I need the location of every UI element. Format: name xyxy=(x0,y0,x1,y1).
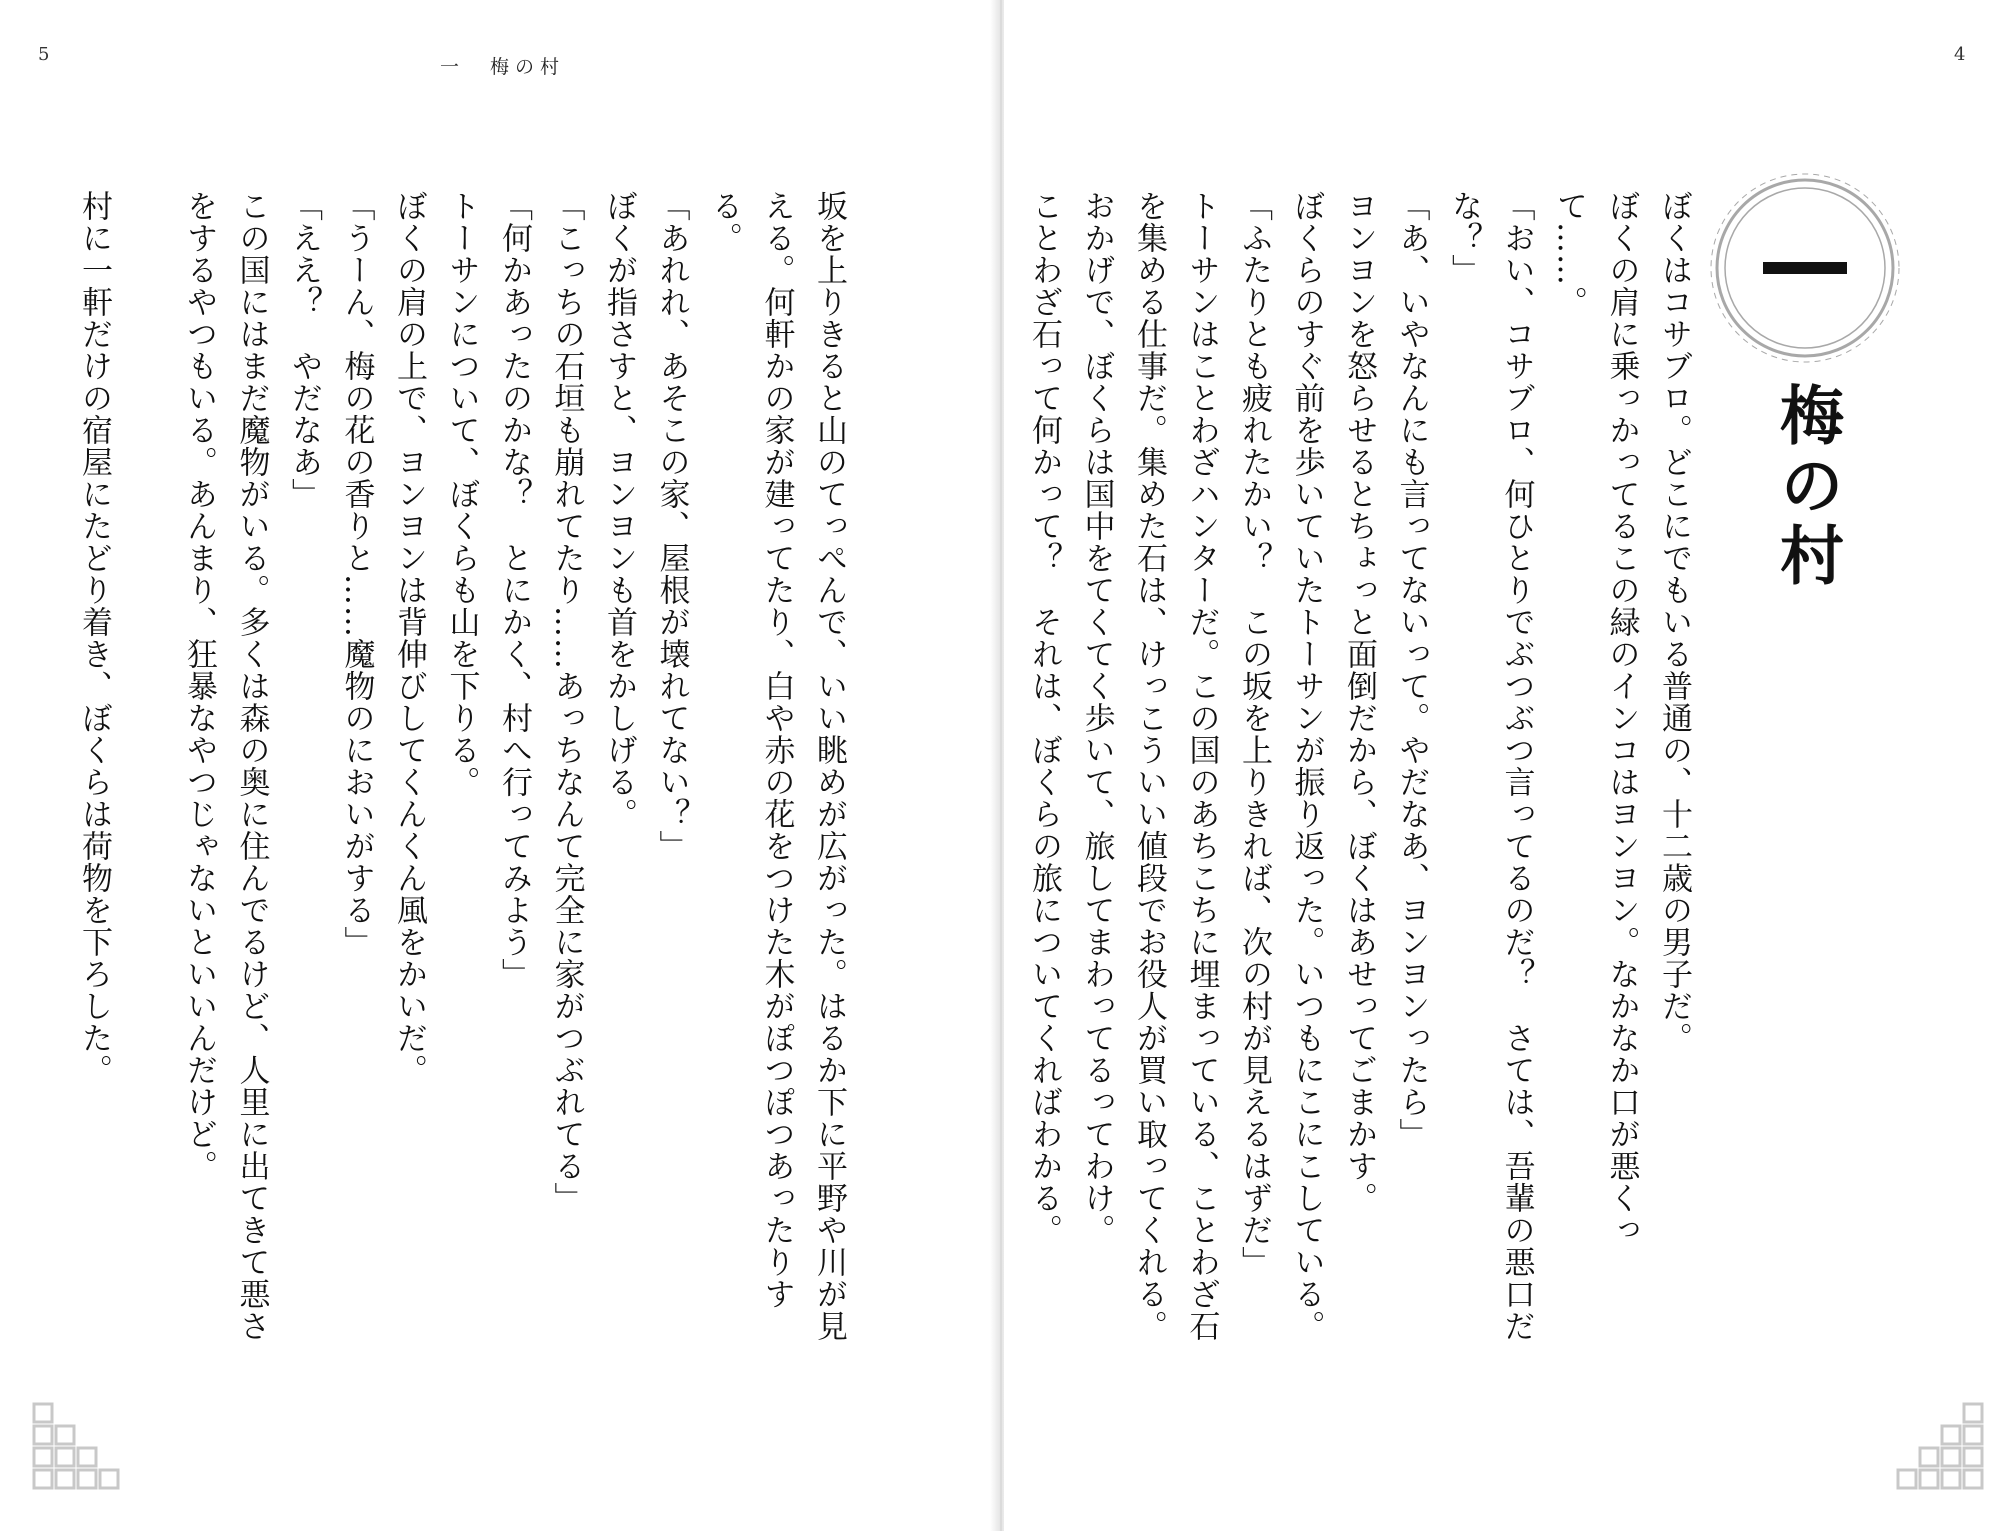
right-page xyxy=(1004,0,2000,1531)
left-page xyxy=(0,0,996,1531)
chapter-title: 梅の村 xyxy=(1769,382,1844,592)
page-number-left: 5 xyxy=(38,44,50,65)
right-page-body-text: ぼくはコサブロ。どこにでもいる普通の、十二歳の男子だ。 ぼくの肩に乗っかってるこの緑のインコはヨンヨン。なかなか口が悪くって……。 「おい、コサブロ、何ひとりでぶつぶつ言ってるのだ？ さては、吾輩の悪口だな？」 「あ、いやなんにも言ってないって。やだなあ、ヨンヨンったら」 ヨンヨンを怒らせるとちょっと面倒だから、ぼくはあせってごまかす。 ぼくらのすぐ前を歩いていたトーサンが振り返った。いつもにこにこしている。 「ふたりとも疲れたかい？ この坂を上りきれば、次の村が見えるはずだ」 トーサンはことわざハンターだ。この国のあちこちに埋まっている、ことわざ石を集める仕事だ。集めた石は、けっこういい値段でお役人が買い取ってくれる。 おかげで、ぼくらは国中をてくてく歩いて、旅してまわってるってわけ。 ことわざ石って何かって？ それは、ぼくらの旅についてくればわかる。 xyxy=(1026,190,1692,1342)
chapter-emblem-icon xyxy=(1705,168,1905,368)
page-number-right: 4 xyxy=(1954,44,1966,65)
left-page-body-text: 坂を上りきると山のてっぺんで、いい眺めが広がった。はるか下に平野や川が見える。何軒かの家が建ってたり、白や赤の花をつけた木がぽつぽつあったりする。 「あれれ、あそこの家、屋根が壊れてない？」 ぼくが指さすと、ヨンヨンも首をかしげる。 「こっちの石垣も崩れてたり……あっちなんて完全に家がつぶれてる」 「何かあったのかな？ とにかく、村へ行ってみよう」 トーサンについて、ぼくらも山を下りる。 ぼくの肩の上で、ヨンヨンは背伸びしてくんくん風をかいだ。 「うーん、梅の花の香りと……魔物のにおいがする」 「ええ？ やだなあ」 この国にはまだ魔物がいる。多くは森の奥に住んでるけど、人里に出てきて悪さをするやつもいる。あんまり、狂暴なやつじゃないといいんだけど。 村に一軒だけの宿屋にたどり着き、ぼくらは荷物を下ろした。 xyxy=(76,190,847,1342)
corner-ornament-icon xyxy=(1894,1402,1984,1492)
chapter-number-mark xyxy=(1763,262,1847,274)
running-head: 一 梅の村 xyxy=(440,56,566,78)
corner-ornament-icon xyxy=(32,1402,122,1492)
